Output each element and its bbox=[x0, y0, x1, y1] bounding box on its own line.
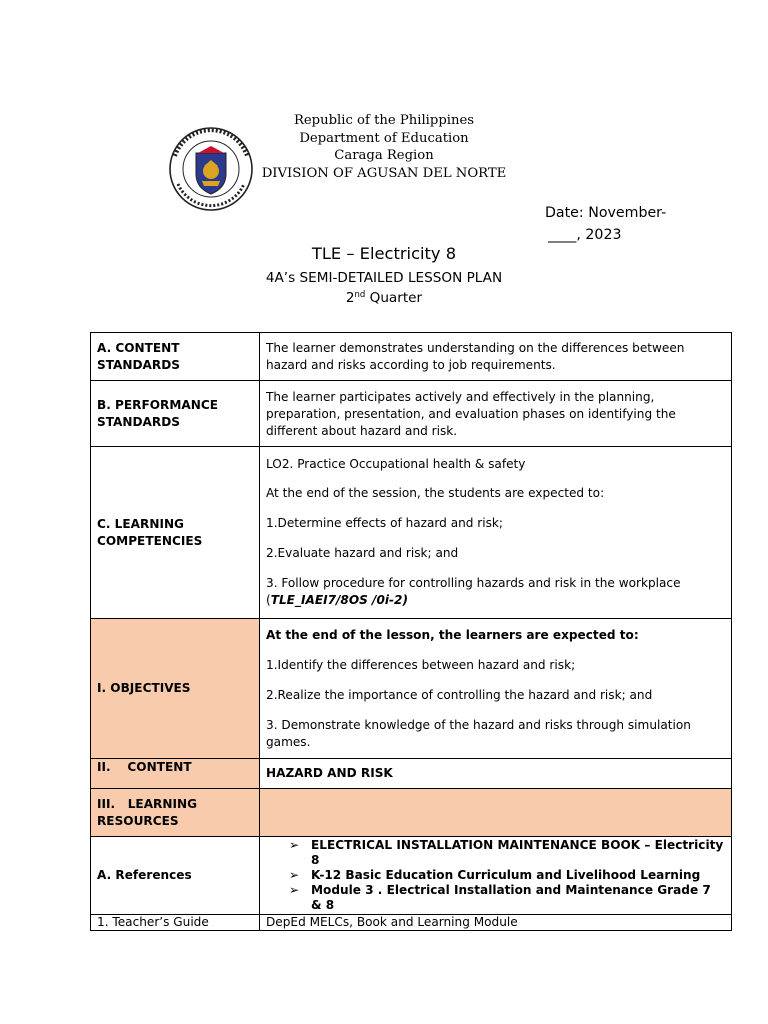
row-content-standards bbox=[91, 333, 732, 381]
cell-objectives bbox=[260, 619, 732, 759]
text-teachers-guide: DepEd MELCs, Book and Learning Module bbox=[260, 915, 732, 931]
quarter-suffix: nd bbox=[354, 290, 366, 300]
row-objectives bbox=[91, 619, 732, 759]
row-learning-resources bbox=[91, 789, 732, 837]
arrow-bullet-icon: ➢ bbox=[289, 883, 300, 897]
lesson-plan-table bbox=[90, 332, 732, 931]
lesson-quarter bbox=[0, 290, 768, 306]
label-learning-competencies: C. LEARNING COMPETENCIES bbox=[91, 447, 260, 619]
cell-learning-competencies bbox=[260, 447, 732, 619]
lc-item-3 bbox=[266, 575, 725, 609]
date-line-1: Date: November- bbox=[545, 205, 667, 221]
text-content-standards: The learner demonstrates understanding on the differences between hazard and risks according to job requirements. bbox=[260, 333, 732, 381]
date-line-2: ____, 2023 bbox=[548, 226, 622, 243]
reference-text: K-12 Basic Education Curriculum and Livelihood Learning bbox=[311, 868, 701, 882]
row-references bbox=[91, 837, 732, 915]
obj-item-1: 1.Identify the differences between hazard and risk; bbox=[266, 657, 576, 672]
lc-item-3-text: 3. Follow procedure for controlling hazards and risk in the workplace ( bbox=[266, 576, 681, 607]
label-performance-standards: B. PERFORMANCE STANDARDS bbox=[91, 381, 260, 447]
row-teachers-guide bbox=[91, 915, 732, 931]
row-learning-competencies bbox=[91, 447, 732, 619]
lesson-subtitle: 4A’s SEMI-DETAILED LESSON PLAN bbox=[265, 270, 503, 286]
lesson-title: TLE – Electricity 8 bbox=[311, 244, 457, 263]
label-learning-resources bbox=[91, 789, 260, 837]
label-content-standards: A. CONTENT STANDARDS bbox=[91, 333, 260, 381]
label-content-text: II. CONTENT bbox=[97, 760, 192, 774]
label-content bbox=[91, 759, 260, 789]
agency-header bbox=[250, 112, 518, 182]
quarter-word: Quarter bbox=[365, 290, 423, 306]
text-content: HAZARD AND RISK bbox=[260, 759, 732, 789]
label-learning-resources-text: III. LEARNING RESOURCES bbox=[97, 796, 202, 828]
arrow-bullet-icon: ➢ bbox=[289, 868, 300, 882]
header-line-department: Department of Education bbox=[299, 130, 469, 146]
references-list bbox=[266, 838, 725, 913]
label-teachers-guide: 1. Teacher’s Guide bbox=[91, 915, 260, 931]
reference-item bbox=[266, 838, 725, 868]
obj-item-3: 3. Demonstrate knowledge of the hazard and risks through simulation games. bbox=[266, 717, 691, 749]
reference-text: ELECTRICAL INSTALLATION MAINTENANCE BOOK – Electricity 8 bbox=[311, 838, 724, 867]
quarter-number: 2 bbox=[345, 290, 355, 306]
header-line-region: Caraga Region bbox=[334, 148, 434, 164]
label-objectives: I. OBJECTIVES bbox=[91, 619, 260, 759]
cell-references bbox=[260, 837, 732, 915]
text-learning-resources bbox=[260, 789, 732, 837]
reference-item bbox=[266, 883, 725, 913]
reference-text: Module 3 . Electrical Installation and Maintenance Grade 7 & 8 bbox=[311, 883, 711, 912]
reference-item bbox=[266, 868, 725, 883]
row-performance-standards bbox=[91, 381, 732, 447]
text-performance-standards: The learner participates actively and effectively in the planning, preparation, presentation, and evaluation phases on identifying the different about hazard and risk. bbox=[260, 381, 732, 447]
lc-lo: LO2. Practice Occupational health & safety bbox=[266, 457, 526, 471]
date-field bbox=[545, 203, 666, 246]
row-content bbox=[91, 759, 732, 789]
label-references: A. References bbox=[91, 837, 260, 915]
lc-item-1: 1.Determine effects of hazard and risk; bbox=[266, 516, 503, 530]
header-line-republic: Republic of the Philippines bbox=[293, 113, 475, 128]
lc-item-2: 2.Evaluate hazard and risk; and bbox=[266, 546, 459, 560]
arrow-bullet-icon: ➢ bbox=[289, 838, 300, 852]
obj-item-2: 2.Realize the importance of controlling the hazard and risk; and bbox=[266, 687, 653, 702]
obj-intro: At the end of the lesson, the learners are expected to: bbox=[266, 627, 639, 642]
lc-code: TLE_IAEI7/8OS /0i-2) bbox=[270, 593, 408, 607]
header-line-division: DIVISION OF AGUSAN DEL NORTE bbox=[261, 165, 507, 181]
deped-seal-logo bbox=[166, 126, 256, 212]
lc-intro: At the end of the session, the students are expected to: bbox=[266, 486, 605, 500]
